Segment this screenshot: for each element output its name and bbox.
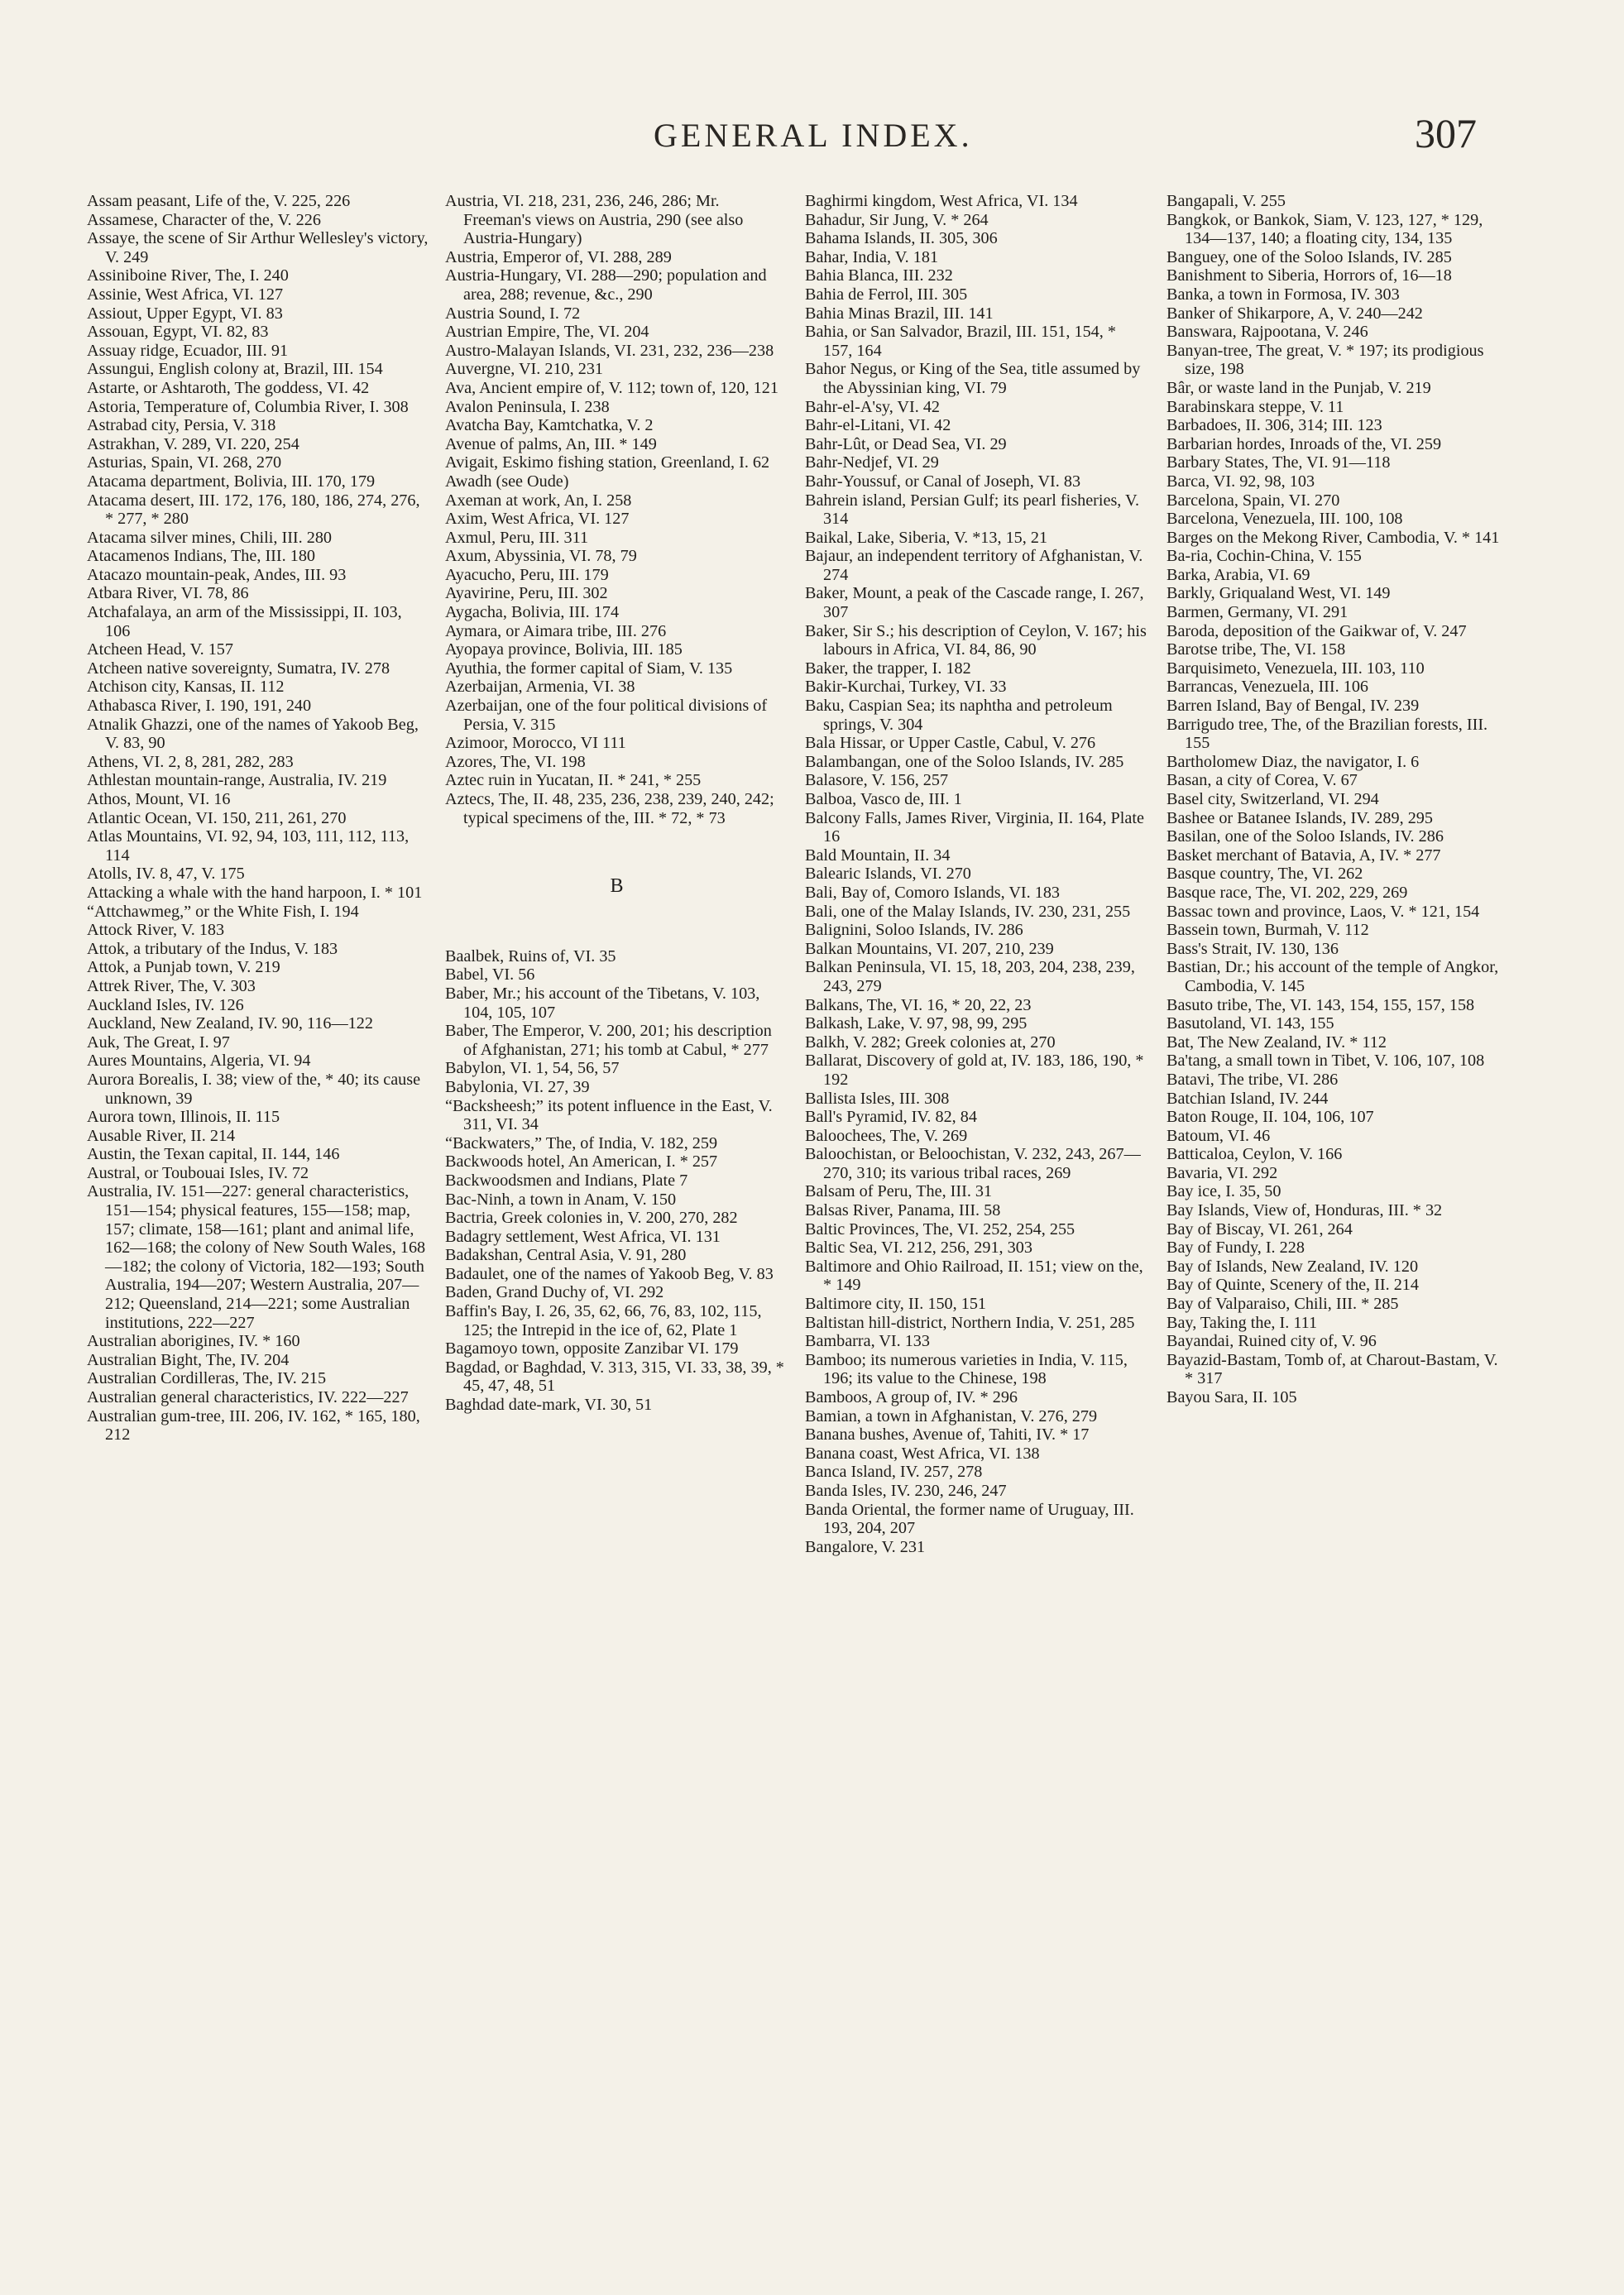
index-entry: Banda Isles, IV. 230, 246, 247 <box>805 1481 1007 1500</box>
index-entry: Barka, Arabia, VI. 69 <box>1167 565 1310 584</box>
index-entry: Babel, VI. 56 <box>445 965 535 985</box>
index-entry: Assamese, Character of the, V. 226 <box>87 210 321 229</box>
index-entry: Atchafalaya, an arm of the Mississippi, II. 103, 106 <box>87 603 402 640</box>
index-entry: Bahor Negus, or King of the Sea, title assumed by the Abyssinian king, VI. 79 <box>805 360 1141 397</box>
index-entry: Bahar, India, V. 181 <box>805 247 939 266</box>
index-entry: Bahia de Ferrol, III. 305 <box>805 285 968 304</box>
running-head: GENERAL INDEX. <box>654 117 973 154</box>
index-entry: Barcelona, Spain, VI. 270 <box>1167 491 1340 510</box>
index-entry: Bartholomew Diaz, the navigator, I. 6 <box>1167 752 1420 771</box>
index-entry: Baltimore city, II. 150, 151 <box>805 1295 987 1314</box>
index-entry: Atnalik Ghazzi, one of the names of Yakoob Beg, V. 83, 90 <box>87 715 419 753</box>
index-entry: Ba'tang, a small town in Tibet, V. 106, 107, 108 <box>1167 1052 1485 1071</box>
index-entry: Basque race, The, VI. 202, 229, 269 <box>1167 883 1408 902</box>
index-entry: Bamian, a town in Afghanistan, V. 276, 279 <box>805 1406 1098 1425</box>
index-entry: Baku, Caspian Sea; its naphtha and petroleum springs, V. 304 <box>805 697 1113 734</box>
index-entry: Axum, Abyssinia, VI. 78, 79 <box>445 547 637 566</box>
index-entry: Atlas Mountains, VI. 92, 94, 103, 111, 112, 113, 114 <box>87 827 410 865</box>
index-entry: Bahr-Nedjef, VI. 29 <box>805 453 939 472</box>
index-entry: Banswara, Rajpootana, V. 246 <box>1167 323 1368 342</box>
index-entry: Ba-ria, Cochin-China, V. 155 <box>1167 547 1362 566</box>
index-entry: Bangkok, or Bankok, Siam, V. 123, 127, * 129, 134—137, 140; a floating city, 134, 135 <box>1167 210 1483 248</box>
index-entry: Batoum, VI. 46 <box>1167 1126 1271 1145</box>
index-entry: Aymara, or Aimara tribe, III. 276 <box>445 621 667 640</box>
index-entry: Bahama Islands, II. 305, 306 <box>805 229 998 248</box>
index-entry: Australian Bight, The, IV. 204 <box>87 1350 290 1369</box>
index-entry: Balkans, The, VI. 16, * 20, 22, 23 <box>805 995 1032 1014</box>
index-entry: Banker of Shikarpore, A, V. 240—242 <box>1167 304 1423 323</box>
index-entry: Barbarian hordes, Inroads of the, VI. 259 <box>1167 434 1442 453</box>
index-entry: Bavaria, VI. 292 <box>1167 1163 1278 1182</box>
index-entry: “Backwaters,” The, of India, V. 182, 259 <box>445 1133 718 1152</box>
index-entry: Bangalore, V. 231 <box>805 1537 926 1556</box>
index-entry: Balcony Falls, James River, Virginia, II. 164, Plate 16 <box>805 808 1144 846</box>
index-entry: Babylon, VI. 1, 54, 56, 57 <box>445 1059 620 1078</box>
index-entry: Bald Mountain, II. 34 <box>805 846 951 865</box>
index-entry: Bali, one of the Malay Islands, IV. 230, 231, 255 <box>805 902 1131 921</box>
index-entry: Austria-Hungary, VI. 288—290; population and area, 288; revenue, &c., 290 <box>445 266 767 304</box>
index-entry: Ayuthia, the former capital of Siam, V. 135 <box>445 659 733 678</box>
index-entry: Baalbek, Ruins of, VI. 35 <box>445 946 616 965</box>
index-entry: Ball's Pyramid, IV. 82, 84 <box>805 1108 977 1127</box>
index-entry: Barrigudo tree, The, of the Brazilian forests, III. 155 <box>1167 715 1488 753</box>
index-entry: Ayavirine, Peru, III. 302 <box>445 584 608 603</box>
index-entry: Barca, VI. 92, 98, 103 <box>1167 472 1315 491</box>
index-entry: Baden, Grand Duchy of, VI. 292 <box>445 1283 664 1302</box>
index-entry: Ayopaya province, Bolivia, III. 185 <box>445 640 683 659</box>
index-entry: Bahadur, Sir Jung, V. * 264 <box>805 210 989 229</box>
index-entry: Baikal, Lake, Siberia, V. *13, 15, 21 <box>805 528 1048 547</box>
index-entry: Backwoods hotel, An American, I. * 257 <box>445 1152 718 1171</box>
index-entry: Assiout, Upper Egypt, VI. 83 <box>87 304 283 323</box>
index-entry: Asturias, Spain, VI. 268, 270 <box>87 453 282 472</box>
index-entry: Auckland, New Zealand, IV. 90, 116—122 <box>87 1014 373 1033</box>
index-entry: Balkan Mountains, VI. 207, 210, 239 <box>805 939 1054 958</box>
index-entry: Axim, West Africa, VI. 127 <box>445 510 630 529</box>
index-entry: Atacazo mountain-peak, Andes, III. 93 <box>87 565 347 584</box>
index-entry: Atbara River, VI. 78, 86 <box>87 584 249 603</box>
index-entry: Badagry settlement, West Africa, VI. 131 <box>445 1227 721 1246</box>
index-entry: Azerbaijan, one of the four political divisions of Persia, V. 315 <box>445 697 768 734</box>
index-entry: Batchian Island, IV. 244 <box>1167 1089 1329 1108</box>
index-entry: Attacking a whale with the hand harpoon, I. * 101 <box>87 883 423 902</box>
index-entry: Assouan, Egypt, VI. 82, 83 <box>87 323 269 342</box>
index-entry: Attrek River, The, V. 303 <box>87 976 256 995</box>
index-entry: Basan, a city of Corea, V. 67 <box>1167 771 1358 790</box>
index-entry: Avenue of palms, An, III. * 149 <box>445 434 657 453</box>
index-entry: Babylonia, VI. 27, 39 <box>445 1077 590 1096</box>
index-entry: Basutoland, VI. 143, 155 <box>1167 1014 1334 1033</box>
index-entry: Azimoor, Morocco, VI 111 <box>445 734 626 753</box>
index-entry: Bali, Bay of, Comoro Islands, VI. 183 <box>805 883 1061 902</box>
index-entry: Bakir-Kurchai, Turkey, VI. 33 <box>805 678 1007 697</box>
index-entry: Bâr, or waste land in the Punjab, V. 219 <box>1167 378 1431 397</box>
index-entry: Auckland Isles, IV. 126 <box>87 995 244 1014</box>
index-entry: Bay Islands, View of, Honduras, III. * 32 <box>1167 1201 1443 1220</box>
index-entry: Bassein town, Burmah, V. 112 <box>1167 921 1369 940</box>
index-entry: Baber, Mr.; his account of the Tibetans, V. 103, 104, 105, 107 <box>445 984 760 1022</box>
index-entry: Bat, The New Zealand, IV. * 112 <box>1167 1033 1387 1052</box>
index-entry: Bahr-Youssuf, or Canal of Joseph, VI. 83 <box>805 472 1081 491</box>
index-entry: Atolls, IV. 8, 47, V. 175 <box>87 865 245 884</box>
index-entry: Banyan-tree, The great, V. * 197; its prodigious size, 198 <box>1167 341 1484 379</box>
index-entry: Bay of Fundy, I. 228 <box>1167 1239 1305 1258</box>
index-entry: Batavi, The tribe, VI. 286 <box>1167 1070 1339 1089</box>
index-entry: Australian Cordilleras, The, IV. 215 <box>87 1369 327 1388</box>
index-entry: Bahia Blanca, III. 232 <box>805 266 953 285</box>
index-entry: Baltistan hill-district, Northern India, V. 251, 285 <box>805 1313 1135 1332</box>
index-entry: Basel city, Switzerland, VI. 294 <box>1167 790 1379 808</box>
index-entry: Basuto tribe, The, VI. 143, 154, 155, 157, 158 <box>1167 995 1475 1014</box>
index-entry: Ausable River, II. 214 <box>87 1126 236 1145</box>
index-entry: Atacama silver mines, Chili, III. 280 <box>87 528 333 547</box>
index-entry: Bay ice, I. 35, 50 <box>1167 1182 1281 1201</box>
index-entry: Baloochees, The, V. 269 <box>805 1126 968 1145</box>
index-entry: Bay of Islands, New Zealand, IV. 120 <box>1167 1257 1419 1276</box>
index-entry: Balkh, V. 282; Greek colonies at, 270 <box>805 1033 1056 1052</box>
index-entry: Balsam of Peru, The, III. 31 <box>805 1182 993 1201</box>
index-column-3 <box>795 192 1148 2269</box>
index-entry: Baroda, deposition of the Gaikwar of, V. 247 <box>1167 621 1467 640</box>
index-entry: Bahr-Lût, or Dead Sea, VI. 29 <box>805 434 1007 453</box>
index-entry: Badaulet, one of the names of Yakoob Beg, V. 83 <box>445 1264 774 1283</box>
index-entry: Atchison city, Kansas, II. 112 <box>87 678 285 697</box>
index-entry: Banka, a town in Formosa, IV. 303 <box>1167 285 1400 304</box>
index-entry: Austria Sound, I. 72 <box>445 304 581 323</box>
index-entry: Balasore, V. 156, 257 <box>805 771 949 790</box>
index-entry: Ayacucho, Peru, III. 179 <box>445 565 609 584</box>
index-entry: Baghdad date-mark, VI. 30, 51 <box>445 1396 653 1415</box>
index-entry: Assaye, the scene of Sir Arthur Wellesley's victory, V. 249 <box>87 229 429 266</box>
index-entry: Astarte, or Ashtaroth, The goddess, VI. 42 <box>87 378 370 397</box>
index-entry: Bahr-el-A'sy, VI. 42 <box>805 397 941 416</box>
index-entry: Balearic Islands, VI. 270 <box>805 865 971 884</box>
index-entry: Bahrein island, Persian Gulf; its pearl fisheries, V. 314 <box>805 491 1140 529</box>
index-entry: Bayou Sara, II. 105 <box>1167 1388 1297 1406</box>
index-entry: Bayandai, Ruined city of, V. 96 <box>1167 1332 1377 1351</box>
index-entry: “Attchawmeg,” or the White Fish, I. 194 <box>87 902 359 921</box>
index-entry: Bay of Quinte, Scenery of the, II. 214 <box>1167 1276 1419 1295</box>
index-entry: Baton Rouge, II. 104, 106, 107 <box>1167 1108 1374 1127</box>
index-entry: Banguey, one of the Soloo Islands, IV. 285 <box>1167 247 1452 266</box>
index-entry: Basket merchant of Batavia, A, IV. * 277 <box>1167 846 1441 865</box>
index-entry: Attok, a tributary of the Indus, V. 183 <box>87 939 338 958</box>
index-entry: Barbary States, The, VI. 91—118 <box>1167 453 1391 472</box>
index-entry: Athos, Mount, VI. 16 <box>87 790 231 808</box>
index-entry: Balkash, Lake, V. 97, 98, 99, 295 <box>805 1014 1028 1033</box>
index-entry: Barrancas, Venezuela, III. 106 <box>1167 678 1369 697</box>
index-entry: Astrakhan, V. 289, VI. 220, 254 <box>87 434 299 453</box>
index-entry: Baker, the trapper, I. 182 <box>805 659 971 678</box>
index-entry: Axmul, Peru, III. 311 <box>445 528 589 547</box>
index-entry: Batticaloa, Ceylon, V. 166 <box>1167 1145 1343 1164</box>
index-entry: Atcheen native sovereignty, Sumatra, IV. 278 <box>87 659 390 678</box>
index-entry: Australia, IV. 151—227: general characteristics, 151—154; physical features, 155—158; map, 157; climate, 158—161; plant and animal life, 162—168; the colony of New South Wales, 168—182; the colony of Victoria, 182—193; South Australia, 194—207; Western Australia, 207—212; Queensland, 214—221; some Australian institutions, 222—227 <box>87 1182 426 1332</box>
index-entry: Bahia Minas Brazil, III. 141 <box>805 304 994 323</box>
index-entry: Athabasca River, I. 190, 191, 240 <box>87 697 312 716</box>
index-entry: Aurora town, Illinois, II. 115 <box>87 1108 280 1127</box>
index-column-1 <box>87 192 430 2269</box>
index-entry: “Backsheesh;” its potent influence in the East, V. 311, VI. 34 <box>445 1096 773 1134</box>
index-entry: Auk, The Great, I. 97 <box>87 1033 230 1052</box>
index-entry: Baloochistan, or Beloochistan, V. 232, 243, 267—270, 310; its various tribal races, 269 <box>805 1145 1141 1182</box>
index-entry: Atacama desert, III. 172, 176, 180, 186, 274, 276, * 277, * 280 <box>87 491 420 529</box>
index-entry: Assinie, West Africa, VI. 127 <box>87 285 284 304</box>
index-entry: Athlestan mountain-range, Australia, IV. 219 <box>87 771 387 790</box>
index-entry: Baltic Sea, VI. 212, 256, 291, 303 <box>805 1239 1032 1258</box>
index-entry: Basque country, The, VI. 262 <box>1167 865 1363 884</box>
index-entry: Austro-Malayan Islands, VI. 231, 232, 236—238 <box>445 341 774 360</box>
index-entry: Aygacha, Bolivia, III. 174 <box>445 603 620 622</box>
index-entry: Bambarra, VI. 133 <box>805 1332 930 1351</box>
index-entry: Ballarat, Discovery of gold at, IV. 183, 186, 190, * 192 <box>805 1052 1144 1089</box>
index-entry: Aztec ruin in Yucatan, II. * 241, * 255 <box>445 771 702 790</box>
index-entry: Aztecs, The, II. 48, 235, 236, 238, 239, 240, 242; typical specimens of the, III. * 72, * 73 <box>445 790 774 827</box>
index-entry: Bay of Biscay, VI. 261, 264 <box>1167 1219 1353 1239</box>
index-entry: Barotse tribe, The, VI. 158 <box>1167 640 1346 659</box>
index-entry: Baghirmi kingdom, West Africa, VI. 134 <box>805 192 1078 210</box>
index-entry: Balsas River, Panama, III. 58 <box>805 1201 1001 1220</box>
index-entry: Banca Island, IV. 257, 278 <box>805 1463 983 1482</box>
section-letter: B <box>610 875 624 898</box>
index-entry: Barren Island, Bay of Bengal, IV. 239 <box>1167 697 1420 716</box>
index-entry: Badakshan, Central Asia, V. 91, 280 <box>445 1246 687 1265</box>
index-entry: Barbadoes, II. 306, 314; III. 123 <box>1167 416 1382 435</box>
index-entry: Bajaur, an independent territory of Afghanistan, V. 274 <box>805 547 1143 584</box>
index-entry: Barges on the Mekong River, Cambodia, V. * 141 <box>1167 528 1500 547</box>
index-entry: Atcheen Head, V. 157 <box>87 640 233 659</box>
index-entry: Avatcha Bay, Kamtchatka, V. 2 <box>445 416 654 435</box>
index-entry: Baker, Sir S.; his description of Ceylon, V. 167; his labours in Africa, VI. 84, 86, 90 <box>805 621 1147 659</box>
index-entry: Auvergne, VI. 210, 231 <box>445 360 604 379</box>
index-entry: Balkan Peninsula, VI. 15, 18, 203, 204, 238, 239, 243, 279 <box>805 958 1135 995</box>
index-entry: Axeman at work, An, I. 258 <box>445 491 632 510</box>
index-entry: Baltimore and Ohio Railroad, II. 151; view on the, * 149 <box>805 1257 1143 1295</box>
index-entry: Ballista Isles, III. 308 <box>805 1089 950 1108</box>
index-entry: Bamboo; its numerous varieties in India, V. 115, 196; its value to the Chinese, 198 <box>805 1350 1128 1388</box>
index-entry: Bashee or Batanee Islands, IV. 289, 295 <box>1167 808 1433 827</box>
index-entry: Barmen, Germany, VI. 291 <box>1167 603 1349 622</box>
index-column-2 <box>437 192 788 2269</box>
index-entry: Astoria, Temperature of, Columbia River, I. 308 <box>87 397 409 416</box>
index-entry: Basilan, one of the Soloo Islands, IV. 286 <box>1167 827 1444 846</box>
index-entry: Atacama department, Bolivia, III. 170, 179 <box>87 472 376 491</box>
index-entry: Australian general characteristics, IV. 222—227 <box>87 1388 409 1406</box>
index-entry: Astrabad city, Persia, V. 318 <box>87 416 276 435</box>
index-entry: Aures Mountains, Algeria, VI. 94 <box>87 1052 311 1071</box>
index-entry: Bangapali, V. 255 <box>1167 192 1286 210</box>
index-entry: Balboa, Vasco de, III. 1 <box>805 790 962 808</box>
index-column-4 <box>1155 192 1510 2269</box>
index-entry: Athens, VI. 2, 8, 281, 282, 283 <box>87 752 294 771</box>
index-entry: Banana bushes, Avenue of, Tahiti, IV. * 17 <box>805 1425 1090 1445</box>
index-entry: Azerbaijan, Armenia, VI. 38 <box>445 678 635 697</box>
index-entry: Bactria, Greek colonies in, V. 200, 270, 282 <box>445 1209 738 1228</box>
index-entry: Bamboos, A group of, IV. * 296 <box>805 1388 1018 1406</box>
index-entry: Bastian, Dr.; his account of the temple of Angkor, Cambodia, V. 145 <box>1167 958 1499 995</box>
index-entry: Assungui, English colony at, Brazil, III. 154 <box>87 360 383 379</box>
index-entry: Bagamoyo town, opposite Zanzibar VI. 179 <box>445 1339 739 1358</box>
index-columns <box>87 192 1510 2269</box>
index-entry: Austria, VI. 218, 231, 236, 246, 286; Mr. Freeman's views on Austria, 290 (see also Austria-Hungary) <box>445 192 744 248</box>
index-entry: Assiniboine River, The, I. 240 <box>87 266 289 285</box>
index-entry: Barquisimeto, Venezuela, III. 103, 110 <box>1167 659 1425 678</box>
index-entry: Bassac town and province, Laos, V. * 121, 154 <box>1167 902 1480 921</box>
index-entry: Backwoodsmen and Indians, Plate 7 <box>445 1171 688 1190</box>
index-entry: Austral, or Toubouai Isles, IV. 72 <box>87 1163 309 1182</box>
index-entry: Australian gum-tree, III. 206, IV. 162, * 165, 180, 212 <box>87 1406 420 1445</box>
index-entry: Avigait, Eskimo fishing station, Greenland, I. 62 <box>445 453 770 472</box>
page-header <box>0 109 1624 167</box>
index-entry: Attock River, V. 183 <box>87 921 225 940</box>
index-entry: Baltic Provinces, The, VI. 252, 254, 255 <box>805 1219 1075 1239</box>
index-entry: Balambangan, one of the Soloo Islands, IV. 285 <box>805 752 1124 771</box>
index-entry: Bahia, or San Salvador, Brazil, III. 151, 154, * 157, 164 <box>805 323 1116 360</box>
index-entry: Barabinskara steppe, V. 11 <box>1167 397 1344 416</box>
index-entry: Australian aborigines, IV. * 160 <box>87 1332 300 1351</box>
index-entry: Bayazid-Bastam, Tomb of, at Charout-Bastam, V. * 317 <box>1167 1350 1498 1388</box>
index-entry: Balignini, Soloo Islands, IV. 286 <box>805 921 1023 940</box>
index-entry: Bay, Taking the, I. 111 <box>1167 1313 1318 1332</box>
index-entry: Ava, Ancient empire of, V. 112; town of, 120, 121 <box>445 378 778 397</box>
index-entry: Aurora Borealis, I. 38; view of the, * 40; its cause unknown, 39 <box>87 1070 421 1108</box>
index-entry: Atacamenos Indians, The, III. 180 <box>87 547 316 566</box>
index-entry: Avalon Peninsula, I. 238 <box>445 397 610 416</box>
index-entry: Attok, a Punjab town, V. 219 <box>87 958 280 977</box>
index-entry: Bac-Ninh, a town in Anam, V. 150 <box>445 1190 677 1209</box>
index-entry: Barcelona, Venezuela, III. 100, 108 <box>1167 510 1403 529</box>
index-entry: Assuay ridge, Ecuador, III. 91 <box>87 341 289 360</box>
index-entry: Baffin's Bay, I. 26, 35, 62, 66, 76, 83, 102, 115, 125; the Intrepid in the ice of, 62, Plate 1 <box>445 1302 762 1339</box>
index-entry: Atlantic Ocean, VI. 150, 211, 261, 270 <box>87 808 347 827</box>
index-entry: Bahr-el-Litani, VI. 42 <box>805 416 951 435</box>
index-entry: Bay of Valparaiso, Chili, III. * 285 <box>1167 1295 1399 1314</box>
index-entry: Awadh (see Oude) <box>445 472 569 491</box>
index-entry: Bala Hissar, or Upper Castle, Cabul, V. 276 <box>805 734 1096 753</box>
index-entry: Baber, The Emperor, V. 200, 201; his description of Afghanistan, 271; his tomb at Cabul, * 277 <box>445 1022 772 1059</box>
index-entry: Baker, Mount, a peak of the Cascade range, I. 267, 307 <box>805 584 1144 622</box>
index-entry: Bagdad, or Baghdad, V. 313, 315, VI. 33, 38, 39, * 45, 47, 48, 51 <box>445 1358 784 1396</box>
page-number: 307 <box>1415 110 1477 156</box>
index-entry: Bass's Strait, IV. 130, 136 <box>1167 939 1339 958</box>
index-entry: Austin, the Texan capital, II. 144, 146 <box>87 1145 340 1164</box>
index-entry: Banda Oriental, the former name of Uruguay, III. 193, 204, 207 <box>805 1500 1134 1538</box>
index-entry: Barkly, Griqualand West, VI. 149 <box>1167 584 1391 603</box>
index-entry: Azores, The, VI. 198 <box>445 752 586 771</box>
index-entry: Assam peasant, Life of the, V. 225, 226 <box>87 192 351 210</box>
index-entry: Banishment to Siberia, Horrors of, 16—18 <box>1167 266 1452 285</box>
index-entry: Austrian Empire, The, VI. 204 <box>445 323 649 342</box>
index-entry: Austria, Emperor of, VI. 288, 289 <box>445 247 672 266</box>
index-entry: Banana coast, West Africa, VI. 138 <box>805 1444 1040 1463</box>
